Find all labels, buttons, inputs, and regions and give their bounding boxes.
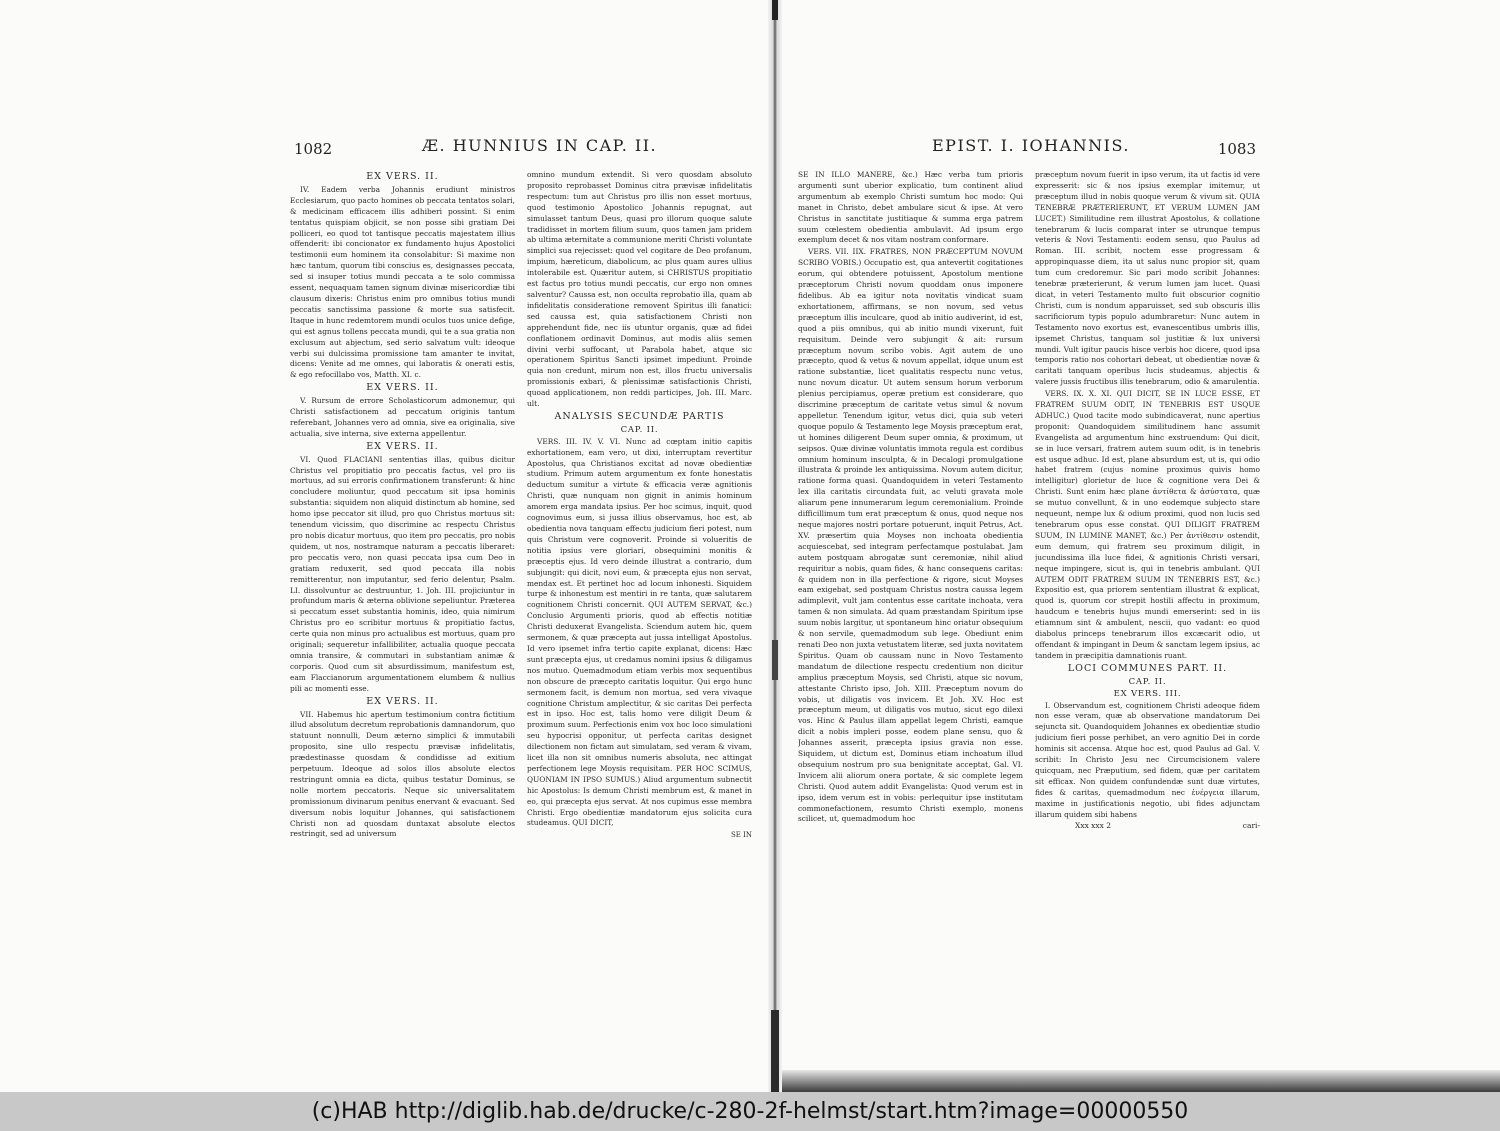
left-page bbox=[290, 136, 752, 840]
paragraph: VII. Habemus hic apertum testimonium contra fictitium illud absolutum decretum reprobationis damnandorum, quo statuunt nonnulli, Deum æterno simplici & immutabili proposito, sine ullo respectu prævisæ infidelitatis, prædestinasse quosdam & condidisse ad exitium perpetuum. Ideoque ad solos illos absolute electos restringunt omnia ea dicta, quibus testatur Dominus, se nolle mortem peccatoris. Neque sic universalitatem promissionum divinarum penitus enervant & evacuant. Sed diversum nobis loquitur Johannes, qui satisfactionem Christi non ad quosdam duntaxat absolute electos restringit, sed ad universum bbox=[290, 709, 515, 839]
section-heading: EX VERS. II. bbox=[366, 695, 439, 707]
section-heading: EX VERS. II. bbox=[366, 171, 439, 182]
left-column-2 bbox=[527, 170, 752, 841]
catchword: cari- bbox=[1242, 821, 1260, 831]
section-heading: EX VERS. II. bbox=[366, 382, 439, 394]
right-column-2 bbox=[1035, 170, 1260, 832]
paragraph: omnino mundum extendit. Si vero quosdam absoluto proposito reprobasset Dominus citra prævisæ infidelitatis respectum: tum aut Christus pro illis non esset mortuus, quod testimonio Apostolico Johannis repugnat, aut simulasset tantum Deus, quasi pro illorum quoque salute tradidisset in mortem filium suum, quos tamen jam pridem ab ultima æternitate a communione meriti Christi voluntate simplici sua rejecisset: quod vel cogitare de Deo profanum, impium, hæreticum, diabolicum, ac plus quam aures ullius intolerabile est. Quæritur autem, si CHRISTUS propitiatio est factus pro totius mundi peccatis, cur ergo non omnes salventur? Caussa est, non occulta reprobatio illa, quam ab infidelitatis consideratione removent Spiritus illi fanatici: sed caussa est, quia satisfactionem Christi non apprehendunt fide, nec iis utuntur organis, quæ ad fidei conflationem ordinavit Dominus, aut modis aliis semen divini verbi suffocant, ut Parabola habet, atque sic operationem Spiritus Sancti ipsimet impediunt. Proinde quia non credunt, mirum non est, illos fructu universalis promissionis exbari, & plenissimæ satisfactionis Christi, quoad applicationem, non reddi participes, Joh. III. Marc. ult. bbox=[527, 170, 752, 409]
left-page-columns bbox=[290, 170, 752, 841]
section-heading: EX VERS. II. bbox=[366, 440, 439, 452]
credit-text: (c)HAB http://diglib.hab.de/drucke/c-280-2f-helmst/start.htm?image=00000550 bbox=[311, 1099, 1189, 1124]
gutter-shadow bbox=[768, 0, 782, 1092]
page-edge-shadow bbox=[782, 1070, 1500, 1092]
paragraph: VERS. IX. X. XI. QUI DICIT, SE IN LUCE ESSE, ET FRATREM SUUM ODIT, IN TENEBRIS EST USQUE ADHUC.) Quod tacite modo subindicaverat, nunc apertius proponit: Quandoquidem similitudinem hanc assumit Evangelista ad argumentum hinc exstruendum: Qui dicit, se in luce versari, fratrem autem suum odit, is in tenebris est usque adhuc. Id est, plane absurdum est, ut is, qui odio habet fratrem (cujus nomine proximus quivis homo intelligitur) glorietur de luce & cognitione vera Dei & Christi. Sunt enim hæc plane ἀντίθετα & ἀσύστατα, quæ se mutuo convellunt, & in uno eodemque subjecto stare nequeunt, nempe lux & odium proximi, quod non lucis sed tenebrarum opus esse constat. QUI DILIGIT FRATREM SUUM, IN LUMINE MANET, &c.) Per ἀντίθεσιν ostendit, eum demum, qui fratrem seu proximum diligit, in jucundissima illa luce fidei, & agnitionis Christi versari, neque impingere, sicut is, qui in tenebris ambulant. QUI AUTEM ODIT FRATREM SUUM IN TENEBRIS EST, &c.) Expositio est, qua priorem sententiam illustrat & explicat, quod is, quorum cor strepit hostili affectu in proximum, haudcum e tenebris hujus mundi emerserint: sed in iis etiamnum sint & ambulent, nescii, quo vadant: eo quod diabolus princeps tenebrarum illos excæcarit odio, ut offendant & impingant in Deum & sanctam legem ipsius, ac tandem in præcipitia damnationis ruant. bbox=[1035, 389, 1260, 660]
paragraph: præceptum novum fuerit in ipso verum, ita ut factis id vere expresserit: sic & nos ipsius exemplar imitemur, ut præceptum illud in nobis quoque verum & vivum sit. QUIA TENEBRÆ PRÆTERIERUNT, ET VERUM LUMEN JAM LUCET.) Similitudine rem illustrat Apostolus, & collatione tenebrarum & lucis comparat inter se utrunque tempus veteris & Novi Testamenti: eodem sensu, quo Paulus ad Roman. III. scribit, noctem esse progressam & appropinquasse diem, ita ut salus nunc propior sit, quam tum cum credoremur. Sic pari modo scribit Johannes: tenebræ præterierunt, & verum lumen jam lucet. Quasi dicat, in veteri Testamento multo fuit obscurior cognitio Christi, cum is nondum apparuisset, sed sub obscuris illis sacrificiorum typis populo adumbraretur: Nunc autem in Testamento novo exortus est, evanescentibus umbris illis, ipsemet Christus, tanquam sol justitiæ & lux universi mundi. Vult igitur paucis hisce verbis hoc dicere, quod ipsa temporis ratio nos cohortari debeat, ut obedientiæ novæ & caritati tanquam operibus lucis studeamus, abjectis & valere jussis fructibus illis tenebrarum, odio & amarulentia. bbox=[1035, 170, 1260, 387]
right-page bbox=[798, 136, 1260, 831]
paragraph: VERS. VII. IIX. FRATRES, NON PRÆCEPTUM NOVUM SCRIBO VOBIS.) Occupatio est, qua antevertit cogitationes eorum, qui obtendere potuissent, Apostolum mentione præceptorum Christi novum quoddam onus imponere fidelibus. Ab ea igitur nota novitatis vindicat suam exhortationem, affirmans, se non novum, sed vetus præceptum illis inculcare, quod ab initio audiverint, id est, quod a piis omnibus, qui ab initio mundi vixerunt, fuit requisitum. Deinde vero subjungit & ait: rursum præceptum novum scribo vobis. Agit autem de uno præcepto, quod & vetus & novum appellat, idque unum est ratione substantiæ, licet qualitatis respectu nunc vetus, nunc novum dicatur. Ut autem sensum horum verborum plenius percipiamus, operæ pretium est considerare, quo discrimine præceptum de caritate vetus simul & novum appelletur. Tenendum igitur, vetus dici, quia sub veteri quoque populo & Testamento lege Moysis præceptum erat, ut homines diligerent Deum super omnia, & proximum, ut seipsos. Quæ divinæ voluntatis immota regula est cordibus omnium hominum insculpta, & in Decalogi promulgatione illustrata & proinde lex antiquissima. Novum autem dicitur, ratione forma quasi. Quandoquidem in veteri Testamento lex illa caritatis circundata fuit, ac veluti gravata mole aliarum pene innumerarum legum ceremonialium. Proinde difficillimum tum erat præceptum & onus, quod neque nos neque majores nostri portare potuerunt, inquit Petrus, Act. XV. præsertim quia Moyses non inchoata obedientia acquiescebat, sed integram perfectamque postulabat. Jam autem postquam abrogatæ sunt ceremoniæ, nihil aliud requiritur a nobis, quam fides, & hanc consequens caritas: & quidem non in illa perfectione & rigore, sicut Moyses eam exigebat, sed postquam Christus nostra caussa legem adimplevit, vult jam contentus esse caritate inchoata, vera tamen & non simulata. Ad quam præstandam Spiritum ipse suum nobis largitur, ut spontaneum hinc oriatur obsequium & non servile, quemadmodum sub lege. Obediunt enim renati Deo non juxta vetustatem literæ, sed juxta novitatem Spiritus. Quam ob caussam nunc in Novo Testamento mandatum de dilectione respectu credentium non dicitur amplius præceptum Moysis, sed Christi, atque sic novum, attestante Christo ipso, Joh. XIII. Præceptum novum do vobis, ut diligatis vos invicem. Et Joh. XV. Hoc est præceptum meum, ut diligatis vos mutuo, sicut ego dilexi vos. Hinc & Paulus illam appellat legem Christi, eamque dicit a nobis impleri posse, eodem plane sensu, quo & Johannes asserit, præcepta ipsius gravia non esse. Siquidem, ut dictum est, Dominus etiam inchoatum illud obsequium nostrum pro sua benignitate acceptat, Gal. VI. Invicem alii aliorum onera portate, & sic complete legem Christi. Quod autem addit Evangelista: Quod verum est in ipso, idem verum est in vobis: perlequitur ipse institutam commonefactionem, resumto Christi exemplo, monens scilicet, ut, quemadmodum hoc bbox=[798, 247, 1023, 824]
credit-bar bbox=[0, 1092, 1500, 1131]
paragraph: IV. Eadem verba Johannis erudiunt ministros Ecclesiarum, quo pacto homines ob peccata tentatos solari, & medicinam efficacem illis adhiberi possint. Si enim tentatus quispiam objicit, se non posse sibi gratiam Dei polliceri, eo quod tot tantisque peccatis majestatem illius offenderit: ibi concionator ex fundamento hujus Apostolici testimonii eum hominem ita consolabitur: Si maxime non hæc tantum, quorum tibi conscius es, designasses peccata, sed si insuper totius mundi peccata a te solo commissa essent, nequaquam tamen signum divinæ misericordiæ tibi clausum dixeris: Christus enim pro omnibus totius mundi peccatis sanctissima passione & morte sua satisfecit. Itaque in hunc redemtorem mundi oculos tuos unice defige, qui est agnus tollens peccata mundi, qui te a sua gratia non exclusum aut abjectum, sed serio salvatum vult: ideoque verbi sui dulcissima promissione tam amanter te invitat, dicens: Venite ad me omnes, qui laboratis & onerati estis, & ego refocillabo vos, Matth. XI. c. bbox=[290, 184, 515, 380]
signature-mark: Xxx xxx 2 bbox=[1075, 821, 1112, 831]
section-heading: LOCI COMMUNES PART. II. bbox=[1067, 662, 1228, 674]
running-head-left: Æ. HUNNIUS IN CAP. II. bbox=[422, 136, 658, 155]
right-column-1 bbox=[798, 170, 1023, 832]
paragraph: VERS. III. IV. V. VI. Nunc ad cœptam initio capitis exhortationem, eam vero, ut dixi, interruptam revertitur Apostolus, qua Christianos excitat ad novæ obedientiæ studium. Primum autem argumentum ex fonte honestatis deductum sumitur a virtute & efficacia veræ agnitionis Christi, quæ nunquam non gignit in animis hominum amorem erga mandata ipsius. Per hoc scimus, inquit, quod cognovimus eum, si jussa illius observamus, hoc est, ab obedientia nova tanquam effectu judicium fieri potest, num quis Christum vere cognoverit. Proinde si volueritis de notitia ipsius vere gloriari, obsequimini monitis & præceptis ejus. Id vero deinde illustrat a contrario, dum subjungit: qui dicit, novi eum, & præcepta ejus non servat, mendax est. Et pertinet hoc ad locum inhonesti. Siquidem turpe & inhonestum est mentiri in re tanta, quæ salutarem cognitionem Christi concernit. QUI AUTEM SERVAT, &c.) Conclusio Argumenti prioris, quod ab effectis notitiæ Christi deduxerat Evangelista. Sciendum autem hic, quem sermonem, & quæ præcepta aut jussa intelligat Apostolus. Id vero ipsemet infra tertio capite explanat, dicens: Hæc sunt præcepta ejus, ut credamus nomini ipsius & diligamus nos mutuo. Quemadmodum etiam verbis mox sequentibus non obscure de præcepto caritatis loquitur. Qui ergo hunc sermonem facit, is demum non mortua, sed vera vivaque cognitione Christum amplectitur, & sic caritas Dei perfecta est in ipso. Hoc est, talis homo vere diligit Deum & proximum suum. Perfectionis enim vox hoc loco simulationi seu hypocrisi opponitur, ut perfecta caritas designet dilectionem non fictam aut simulatam, sed veram & vivam, licet illa non sit omnibus numeris absoluta, nec attingat perfectionem lege Moysis requisitam. PER HOC SCIMUS, QUONIAM IN IPSO SUMUS.) Aliud argumentum subnectit hic Apostolus: Is demum Christi membrum est, & manet in eo, qui præcepta ejus servat. At nos cupimus esse membra Christi. Ergo obedientiæ mandatorum ejus solicita cura studeamus. QUI DICIT, bbox=[527, 436, 752, 828]
page-number-right: 1083 bbox=[1217, 140, 1256, 158]
section-heading: ANALYSIS SECUNDÆ PARTIS bbox=[554, 410, 725, 422]
running-head-right: EPIST. I. IOHANNIS. bbox=[932, 136, 1130, 155]
section-subheading: EX VERS. III. bbox=[1113, 688, 1182, 699]
section-subheading: CAP. II. bbox=[620, 424, 659, 435]
page-foot bbox=[1035, 821, 1260, 832]
catchword: SE IN bbox=[730, 831, 752, 840]
page-number-left: 1082 bbox=[294, 140, 333, 158]
paragraph: V. Rursum de errore Scholasticorum admonemur, qui Christi satisfactionem ad peccatum originis tantum referebant, Johannes vero ad omnia, sive ea originalia, sive actualia, sive interna, sive externa appellentur. bbox=[290, 396, 515, 438]
paragraph: I. Observandum est, cognitionem Christi adeoque fidem non esse veram, quæ ab observatione mandatorum Dei sejuncta sit. Quandoquidem Johannes ex obedientiæ studio judicium fieri posse perhibet, an vero agnitio Dei in corde hominis sit accensa. Atque hoc est, quod Paulus ad Gal. V. scribit: In Christo Jesu nec Circumcisionem valere quicquam, nec Præputium, sed fidem, quæ per caritatem sit efficax. Non quidem confundendæ sunt duæ virtutes, fides & caritas, quemadmodum nec ἐνέργεια illarum, maxime in justificationis negotio, ubi fides adjunctam illarum quidem sibi habens bbox=[1035, 700, 1260, 819]
paragraph: SE IN ILLO MANERE, &c.) Hæc verba tum prioris argumenti sunt uberior explicatio, tum continent aliud argumentum ab exemplo Christi sumtum hoc modo: Qui manet in Christo, debet ambulare sicut & ipse. At vero Christus in sanctitate justitiaque & summa erga patrem suum cœlestem obedientia ambulavit. Ad ipsum ergo exemplum decet & nos vitam nostram conformare. bbox=[798, 170, 1023, 245]
left-column-1 bbox=[290, 170, 515, 841]
right-page-columns bbox=[798, 170, 1260, 832]
section-subheading: CAP. II. bbox=[1128, 676, 1167, 687]
paragraph: VI. Quod FLACIANI sententias illas, quibus dicitur Christus vel propitiatio pro peccatis factus, vel pro iis mortuus, ad sui erroris confirmationem transferunt: & hinc concludere moliuntur, quod peccatum sit ipsa hominis substantia: siquidem non aliquid distinctum ab homine, sed homo ipse peccator sit illud, pro quo Christus mortuus sit: tenendum vicissim, quo discrimine ac respectu Christus pro nobis dicatur mortuus, quo item pro peccatis, pro nobis quidem, ut nos, nostramque naturam a peccatis liberaret: pro peccatis vero, non quasi peccata ipsa cum Deo in gratiam reduxerit, sed quod peccata illa nobis remitterentur, non imputantur, sed ferio delentur, Psalm. LI. dissolvuntur ac destruuntur, 1. Joh. III. projiciuntur in profundum maris & æterna oblivione sepeliuntur. Præterea si peccatum esset substantia hominis, ideo, quia nimirum Christus pro eo scribitur mortuus & propitiatio factus, certe quia non minus pro actualibus est mortuus, quam pro originali; sequeretur infallibiliter, actualia quoque peccata omnia transire, & commutari in substantiam animæ & corporis. Quod cum sit absurdissimum, manifestum est, eam Flaccianorum argumentationem elumbem & nullius pili ac momenti esse. bbox=[290, 454, 515, 693]
